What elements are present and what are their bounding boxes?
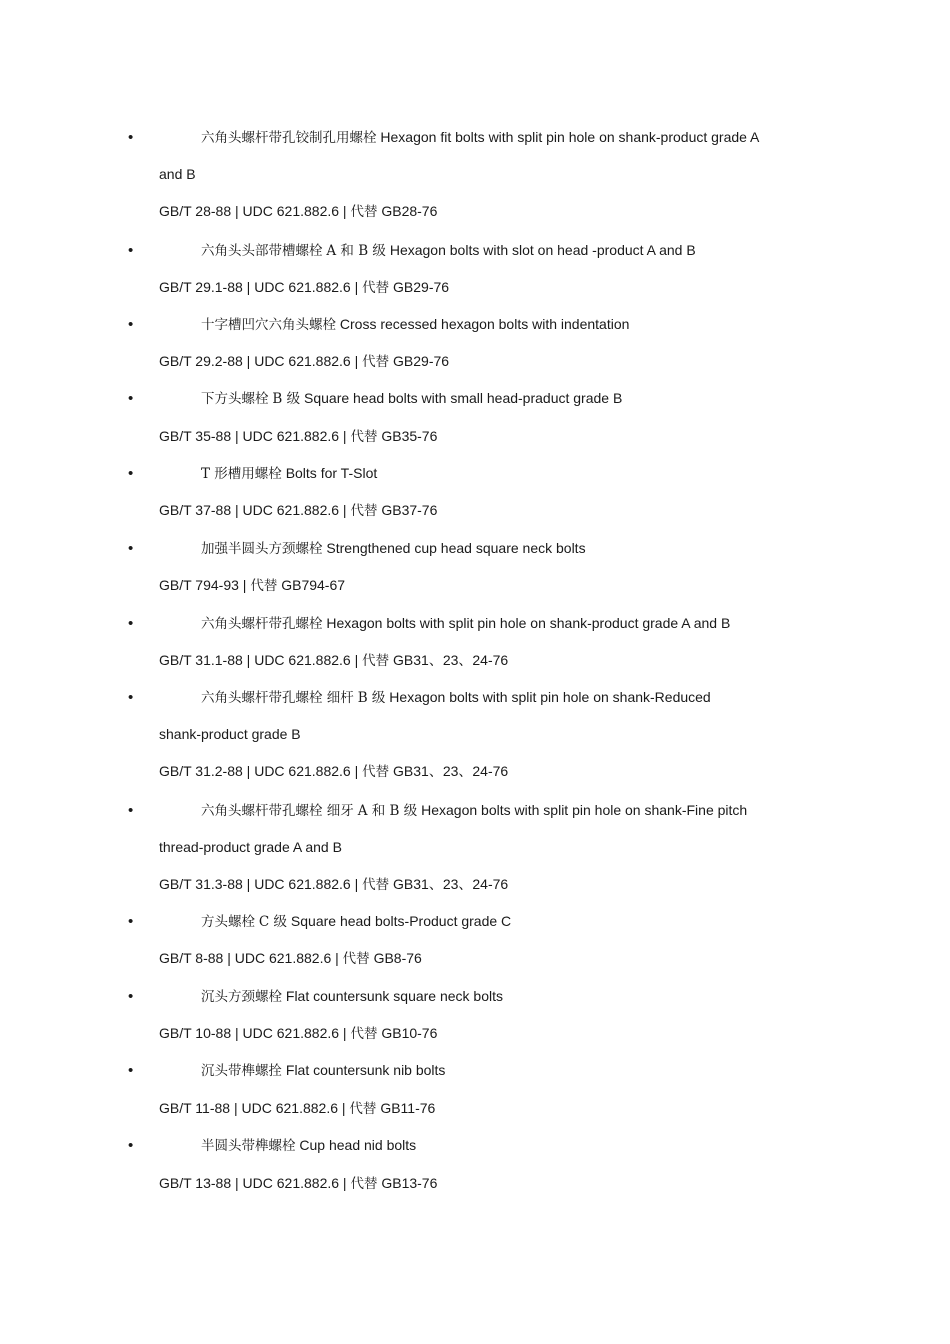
standard-code-line [159, 277, 449, 298]
list-bullet: • [128, 1137, 134, 1154]
replaced-standard: GB28-76 [381, 203, 438, 219]
replaces-label: 代替 [350, 1026, 378, 1042]
chinese-name: 六角头螺杆带孔螺栓 细牙 [201, 803, 354, 819]
list-item-title [201, 800, 747, 821]
chinese-name: 十字槽凹穴六角头螺栓 [201, 317, 336, 333]
standard-code-line [159, 500, 437, 521]
replaced-standard: GB11-76 [380, 1100, 436, 1116]
standard-code: GB/T 35-88 | UDC 621.882.6 | [159, 428, 347, 444]
standard-code: GB/T 8-88 | UDC 621.882.6 | [159, 950, 339, 966]
list-bullet: • [128, 1062, 134, 1079]
english-name: Flat countersunk nib bolts [285, 1062, 446, 1078]
chinese-name: 六角头螺杆带孔铰制孔用螺栓 [201, 130, 377, 146]
replaces-label: 代替 [362, 764, 390, 780]
product-grade: B 级 [357, 690, 386, 706]
standard-code: GB/T 794-93 | [159, 577, 247, 593]
product-grade: A 和 B 级 [326, 243, 386, 259]
list-bullet: • [128, 316, 134, 333]
list-bullet: • [128, 540, 134, 557]
standard-code: GB/T 10-88 | UDC 621.882.6 | [159, 1025, 347, 1041]
list-bullet: • [128, 615, 134, 632]
replaces-label: 代替 [349, 1101, 377, 1117]
english-name: Hexagon bolts with split pin hole on shank-product grade A and B [326, 615, 731, 631]
standard-code: GB/T 29.1-88 | UDC 621.882.6 | [159, 279, 359, 295]
list-bullet: • [128, 802, 134, 819]
list-bullet: • [128, 242, 134, 259]
replaces-label: 代替 [350, 503, 378, 519]
english-name-continuation: shank-product grade B [159, 726, 301, 742]
list-item-title [201, 986, 503, 1007]
chinese-name: 加强半圆头方颈螺栓 [201, 541, 323, 557]
english-name: Strengthened cup head square neck bolts [326, 540, 586, 556]
replaced-standard: GB35-76 [381, 428, 438, 444]
chinese-name: 六角头螺杆带孔螺栓 细杆 [201, 690, 354, 706]
product-grade: C 级 [258, 914, 288, 930]
list-bullet: • [128, 129, 134, 146]
english-name-continuation: thread-product grade A and B [159, 839, 342, 855]
standard-code: GB/T 11-88 | UDC 621.882.6 | [159, 1100, 346, 1116]
replaced-standard: GB10-76 [381, 1025, 438, 1041]
standard-code-line [159, 1173, 437, 1194]
english-name: Hexagon bolts with split pin hole on shank-Fine pitch [421, 802, 748, 818]
standard-code-line [159, 426, 437, 447]
replaces-label: 代替 [342, 951, 370, 967]
replaced-standard: GB8-76 [373, 950, 422, 966]
replaces-label: 代替 [362, 877, 390, 893]
replaced-standard: GB13-76 [381, 1175, 438, 1191]
english-name: Hexagon fit bolts with split pin hole on shank-product grade A [380, 129, 760, 145]
english-name-continuation: and B [159, 166, 196, 182]
standard-code-line [159, 201, 437, 222]
replaces-label: 代替 [350, 1176, 378, 1192]
replaced-standard: GB31、23、24-76 [393, 652, 509, 668]
standard-code-line [159, 575, 345, 596]
product-grade: B 级 [272, 391, 301, 407]
standard-code: GB/T 31.2-88 | UDC 621.882.6 | [159, 763, 359, 779]
standard-code: GB/T 37-88 | UDC 621.882.6 | [159, 502, 347, 518]
standard-code-line [159, 650, 508, 671]
list-item-title [201, 127, 759, 148]
english-name: Square head bolts-Product grade C [290, 913, 512, 929]
english-name: Hexagon bolts with split pin hole on shank-Reduced [389, 689, 711, 705]
english-name: Cross recessed hexagon bolts with indentation [339, 316, 630, 332]
replaced-standard: GB31、23、24-76 [393, 876, 509, 892]
standard-code: GB/T 31.3-88 | UDC 621.882.6 | [159, 876, 359, 892]
replaces-label: 代替 [350, 204, 378, 220]
list-item-title [201, 538, 586, 559]
english-name: Cup head nid bolts [299, 1137, 417, 1153]
list-item-title [201, 911, 511, 932]
list-item-title [201, 240, 696, 261]
list-item-title [201, 613, 730, 634]
standard-code: GB/T 28-88 | UDC 621.882.6 | [159, 203, 347, 219]
chinese-name: 半圆头带榫螺栓 [201, 1138, 296, 1154]
english-name: Flat countersunk square neck bolts [285, 988, 504, 1004]
replaces-label: 代替 [250, 578, 278, 594]
standard-code-line [159, 351, 449, 372]
replaces-label: 代替 [350, 429, 378, 445]
product-grade: A 和 B 级 [357, 803, 418, 819]
replaced-standard: GB31、23、24-76 [393, 763, 509, 779]
standard-code: GB/T 13-88 | UDC 621.882.6 | [159, 1175, 347, 1191]
standard-code-line [159, 761, 508, 782]
replaced-standard: GB29-76 [393, 353, 450, 369]
chinese-name: 下方头螺栓 [201, 391, 269, 407]
standard-code-line [159, 874, 508, 895]
english-name: Bolts for T-Slot [285, 465, 378, 481]
list-item-title [201, 1060, 445, 1081]
standard-code-line [159, 1023, 437, 1044]
standard-code: GB/T 29.2-88 | UDC 621.882.6 | [159, 353, 359, 369]
replaces-label: 代替 [362, 653, 390, 669]
replaces-label: 代替 [362, 280, 390, 296]
list-item-title [201, 388, 622, 409]
list-item-title [201, 1135, 416, 1156]
chinese-name: T 形槽用螺栓 [201, 466, 282, 482]
list-item-title [201, 314, 629, 335]
chinese-name: 六角头头部带槽螺栓 [201, 243, 323, 259]
replaced-standard: GB794-67 [281, 577, 346, 593]
list-item-title [201, 687, 711, 708]
list-bullet: • [128, 988, 134, 1005]
list-bullet: • [128, 913, 134, 930]
english-name: Square head bolts with small head-praduct grade B [304, 390, 623, 406]
chinese-name: 沉头方颈螺栓 [201, 989, 282, 1005]
standard-code-line [159, 1098, 435, 1119]
standard-code: GB/T 31.1-88 | UDC 621.882.6 | [159, 652, 359, 668]
replaced-standard: GB29-76 [393, 279, 450, 295]
list-bullet: • [128, 689, 134, 706]
list-bullet: • [128, 465, 134, 482]
replaces-label: 代替 [362, 354, 390, 370]
replaced-standard: GB37-76 [381, 502, 438, 518]
list-bullet: • [128, 390, 134, 407]
chinese-name: 沉头带榫螺拴 [201, 1063, 282, 1079]
list-item-title [201, 463, 377, 484]
standard-code-line [159, 948, 422, 969]
chinese-name: 六角头螺杆带孔螺栓 [201, 616, 323, 632]
english-name: Hexagon bolts with slot on head -product A and B [389, 242, 696, 258]
chinese-name: 方头螺栓 [201, 914, 255, 930]
